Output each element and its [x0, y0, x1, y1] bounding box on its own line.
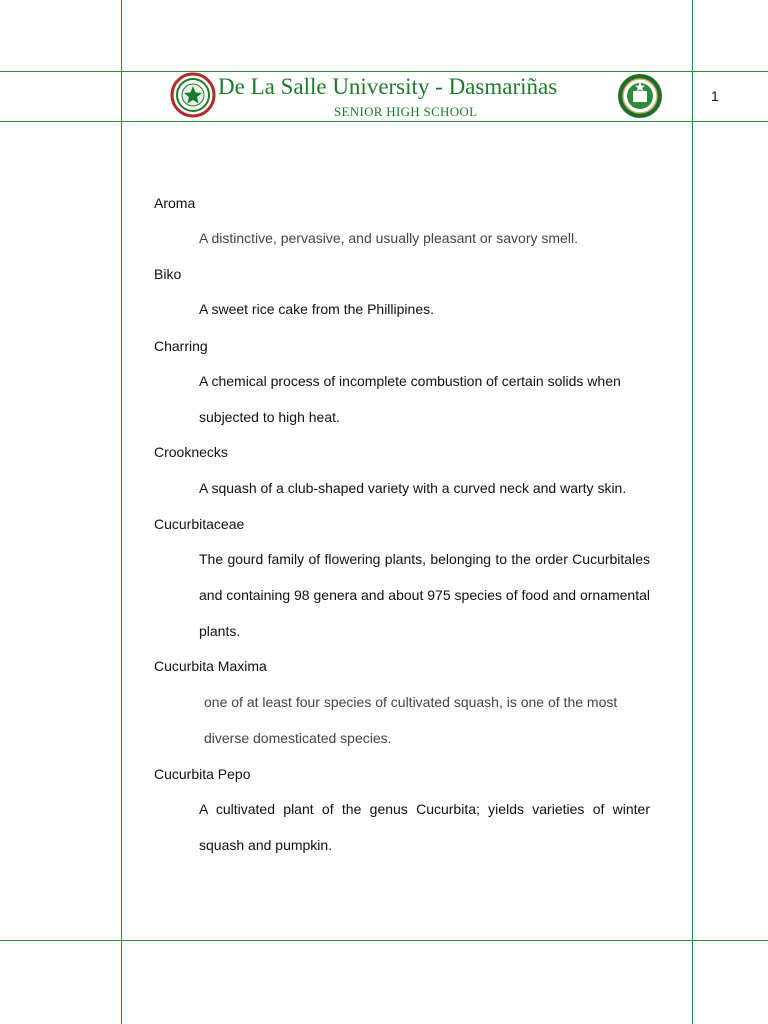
page-number: 1 — [711, 88, 719, 104]
glossary-definition: A distinctive, pervasive, and usually pleasant or savory smell. — [199, 230, 578, 246]
glossary-term: Biko — [154, 266, 182, 282]
glossary-term: Crooknecks — [154, 444, 228, 460]
glossary-definition: A chemical process of incomplete combustion of certain solids when subjected to high heat. — [199, 373, 621, 425]
glossary-definition: A squash of a club-shaped variety with a curved neck and warty skin. — [199, 480, 627, 496]
glossary-definition: A sweet rice cake from the Phillipines. — [199, 301, 434, 317]
glossary-term: Cucurbita Pepo — [154, 766, 251, 782]
glossary-definition: The gourd family of flowering plants, belonging to the order Cucurbitales and containing 98 genera and about 975 species of food and ornamental plants. — [199, 551, 650, 639]
glossary-term: Charring — [154, 338, 208, 354]
glossary-term: Aroma — [154, 195, 196, 211]
glossary-definition: A cultivated plant of the genus Cucurbita; yields varieties of winter squash and pumpkin. — [199, 801, 650, 853]
university-name: De La Salle University - Dasmariñas — [218, 74, 558, 99]
glossary-term: Cucurbita Maxima — [154, 658, 267, 674]
school-name: SENIOR HIGH SCHOOL — [334, 104, 478, 119]
glossary-definition: one of at least four species of cultivated squash, is one of the most diverse domesticated species. — [204, 694, 618, 746]
glossary-term: Cucurbitaceae — [154, 516, 245, 532]
